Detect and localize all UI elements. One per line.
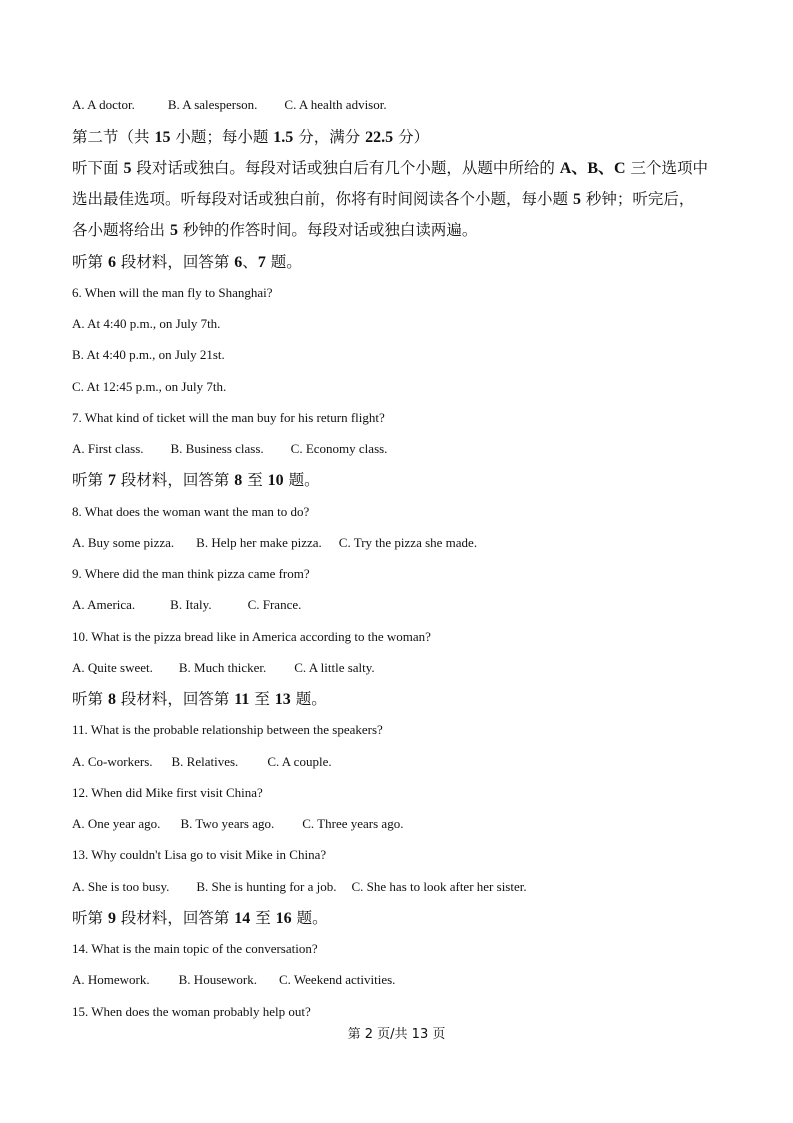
q5-option-b: B. A salesperson. [167,97,258,112]
q7-options [72,441,387,457]
q5-options [72,97,387,113]
q8-question: 8. What does the woman want the man to do? [72,504,310,519]
q14-option-a: A. Homework. [72,972,150,987]
q7-question: 7. What kind of ticket will the man buy for his return flight? [72,410,385,425]
passage-6-heading: 听第 6 段材料，回答第 6、7 题。 [72,253,302,271]
q9-option-b: B. Italy. [170,597,212,612]
q14-option-b: B. Housework. [178,972,257,987]
section-instructions-line1: 听下面 5 段对话或独白。每段对话或独白后有几个小题，从题中所给的 A、B、C 三个选项中 [72,159,709,177]
q9-options [72,597,301,613]
q8-options [72,535,477,551]
q10-question: 10. What is the pizza bread like in America according to the woman? [72,629,431,644]
q7-option-a: A. First class. [72,441,144,456]
q6-option-c: C. At 12:45 p.m., on July 7th. [72,379,227,394]
q12-option-c: C. Three years ago. [302,816,404,831]
q14-options [72,972,395,988]
q7-option-b: B. Business class. [170,441,264,456]
passage-7-heading: 听第 7 段材料，回答第 8 至 10 题。 [72,471,320,489]
q5-option-a: A. A doctor. [72,97,135,112]
q13-option-b: B. She is hunting for a job. [196,879,337,894]
q14-question: 14. What is the main topic of the conversation? [72,941,318,956]
q13-options [72,879,527,895]
q5-option-c: C. A health advisor. [284,97,387,112]
q15-question: 15. When does the woman probably help out? [72,1004,311,1019]
q9-question: 9. Where did the man think pizza came from? [72,566,310,581]
q12-options [72,816,403,832]
q12-option-a: A. One year ago. [72,816,161,831]
page-footer: 第 2 页/共 13 页 [347,1027,446,1042]
q11-question: 11. What is the probable relationship between the speakers? [72,722,383,737]
q11-option-a: A. Co-workers. [72,754,153,769]
q13-option-a: A. She is too busy. [72,879,170,894]
q12-question: 12. When did Mike first visit China? [72,785,263,800]
section-instructions-line2: 选出最佳选项。听每段对话或独白前，你将有时间阅读各个小题，每小题 5 秒钟；听完后， [72,190,695,208]
q10-options [72,660,375,676]
q10-option-a: A. Quite sweet. [72,660,153,675]
q7-option-c: C. Economy class. [290,441,388,456]
q11-option-c: C. A couple. [267,754,332,769]
section-title: 第二节（共 15 小题；每小题 1.5 分，满分 22.5 分） [72,128,430,146]
q11-options [72,754,332,770]
q9-option-c: C. France. [247,597,302,612]
q13-question: 13. Why couldn't Lisa go to visit Mike in China? [72,847,327,862]
passage-8-heading: 听第 8 段材料，回答第 11 至 13 题。 [72,690,327,708]
q13-option-c: C. She has to look after her sister. [351,879,527,894]
q11-option-b: B. Relatives. [171,754,239,769]
q9-option-a: A. America. [72,597,136,612]
q8-option-c: C. Try the pizza she made. [338,535,478,550]
section-instructions-line3: 各小题将给出 5 秒钟的作答时间。每段对话或独白读两遍。 [72,221,478,239]
q8-option-b: B. Help her make pizza. [196,535,322,550]
q14-option-c: C. Weekend activities. [279,972,396,987]
q12-option-b: B. Two years ago. [180,816,275,831]
q8-option-a: A. Buy some pizza. [72,535,175,550]
q10-option-b: B. Much thicker. [178,660,267,675]
q6-option-a: A. At 4:40 p.m., on July 7th. [72,316,221,331]
q10-option-c: C. A little salty. [294,660,375,675]
passage-9-heading: 听第 9 段材料，回答第 14 至 16 题。 [72,909,328,927]
q6-question: 6. When will the man fly to Shanghai? [72,285,273,300]
q6-option-b: B. At 4:40 p.m., on July 21st. [72,347,225,362]
